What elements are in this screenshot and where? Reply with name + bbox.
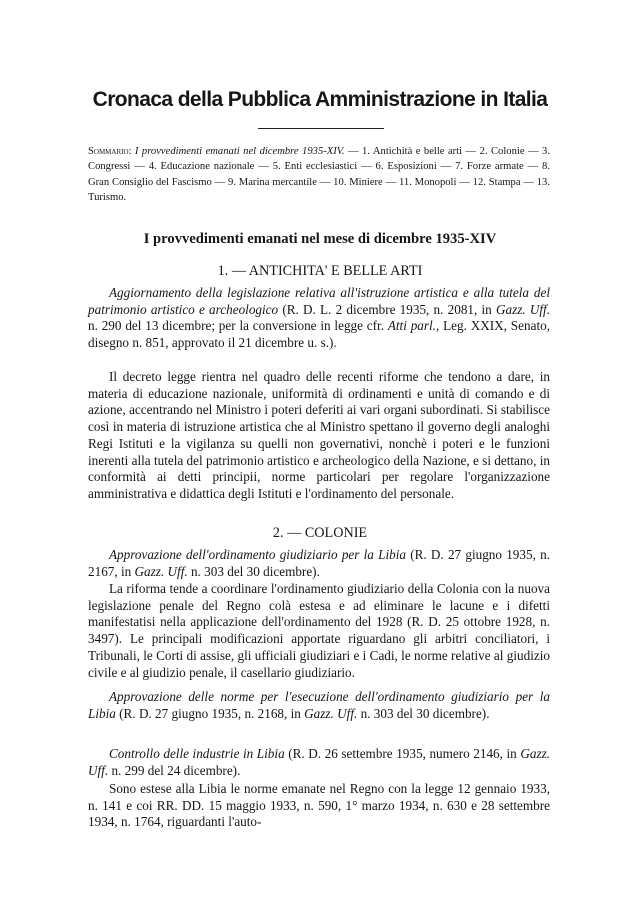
decree-title: Approvazione dell'ordinamento giudiziario per la Libia bbox=[109, 547, 406, 562]
main-heading: I provvedimenti emanati nel mese di dicembre 1935-XIV bbox=[143, 231, 497, 247]
paragraph-body-antichita: Il decreto legge rientra nel quadro delle recenti riforme che tendono a dare, in materia di educazione nazionale, uniformità di ordinamenti e unità di comando e di azione, accentrando nel Ministro i poteri deferiti ai vari organi subordinati. Si stabilisce così in materia di istruzione artistica che al Ministro spettano il governo degli analoghi Regi Istituti e la vigilanza su quelli non governativi, nonchè i poteri e le funzioni inerenti alla tutela del patrimonio artistico e archeologico della Nazione, e si dettano, in conformità ai detti principii, norme particolari per regolare l'organizzazione amministrativa e didattica degli Istituti e l'ordinamento del personale. bbox=[88, 369, 550, 501]
section-heading-colonie: 2. — COLONIE bbox=[272, 525, 368, 541]
gazzetta-ref: Gazz. Uff. bbox=[134, 563, 188, 579]
atti-ref: Atti parl., bbox=[387, 318, 440, 334]
summary-text: — 1. Antichità e belle arti — 2. Colonie — 3. Congressi — 4. Educazione nazionale — 5. Enti ecclesiastici — 6. Esposizioni — 7. Forze armate — 8. Gran Consiglio del Fascismo — 9. Marina mercantile — 10. Miniere — 11. Monopoli — 12. Stampa — 13. Turismo. bbox=[88, 146, 550, 203]
decree-title: Controllo delle industrie in Libia bbox=[109, 746, 285, 761]
decree-title: Aggiornamento della legislazione relativa all'istruzione artistica e alla tutela del patrimonio artistico e archeologico bbox=[88, 285, 550, 317]
decree-ref: (R. D. 27 giugno 1935, n. 2167, in bbox=[88, 547, 551, 579]
section-heading-antichita: 1. — ANTICHITA' E BELLE ARTI bbox=[217, 263, 423, 279]
gazzetta-ref: Gazz. Uff. bbox=[495, 301, 550, 317]
decree-ref: (R. D. 26 settembre 1935, numero 2146, in bbox=[284, 746, 521, 761]
decree-ref-end: Leg. XXIX, Senato, disegno n. 851, approvato il 21 dicembre u. s.). bbox=[88, 318, 550, 351]
paragraph-decree-libia-1 bbox=[88, 547, 550, 580]
paragraph-decree-libia-2 bbox=[88, 689, 550, 722]
summary-label: Sommario: bbox=[88, 146, 132, 157]
paragraph-decree-industrie bbox=[88, 746, 550, 779]
paragraph-body-industrie: Sono estese alla Libia le norme emanate nel Regno con la legge 12 gennaio 1933, n. 141 e coi RR. DD. 15 maggio 1933, n. 590, 1° marzo 1934, n. 630 e 28 settembre 1934, n. 1764, riguardanti l'auto- bbox=[88, 781, 550, 830]
decree-ref: (R. D. L. 2 dicembre 1935, n. 2081, in bbox=[278, 301, 496, 317]
decree-ref-end: n. 299 del 24 dicembre). bbox=[108, 762, 241, 778]
decree-title: Approvazione delle norme per l'esecuzione dell'ordinamento giudiziario per la Libia bbox=[88, 689, 550, 721]
decree-ref-end: n. 303 del 30 dicembre). bbox=[187, 563, 320, 579]
title-divider bbox=[258, 128, 384, 129]
paragraph-decree-antichita bbox=[88, 285, 550, 352]
decree-ref-cont: n. 290 del 13 dicembre; per la conversione in legge cfr. bbox=[88, 318, 388, 334]
summary-italic: I provvedimenti emanati nel dicembre 1935-XIV. bbox=[134, 146, 345, 157]
paragraph-body-colonie: La riforma tende a coordinare l'ordinamento giudiziario della Colonia con la nuova legislazione penale del Regno colà estesa e ad eliminare le lacune e i difetti manifestatisi nella applicazione dell'ordinamento del 1928 (R. D. 25 ottobre 1928, n. 3497). Le principali modificazioni apportate riguardano gli arbitri conciliatori, i Tribunali, le Corti di assise, gli ufficiali giudiziari e i Cadi, le norme relative al giudizio civile e al giudizio penale, il casellario giudiziario. bbox=[88, 581, 550, 680]
summary-block bbox=[88, 144, 550, 205]
gazzetta-ref: Gazz. Uff. bbox=[88, 746, 551, 778]
gazzetta-ref: Gazz. Uff. bbox=[304, 705, 358, 721]
decree-ref: (R. D. 27 giugno 1935, n. 2168, in bbox=[115, 705, 305, 721]
page-title: Cronaca della Pubblica Amministrazione in Italia bbox=[92, 88, 548, 111]
decree-ref-end: n. 303 del 30 dicembre). bbox=[357, 705, 490, 721]
